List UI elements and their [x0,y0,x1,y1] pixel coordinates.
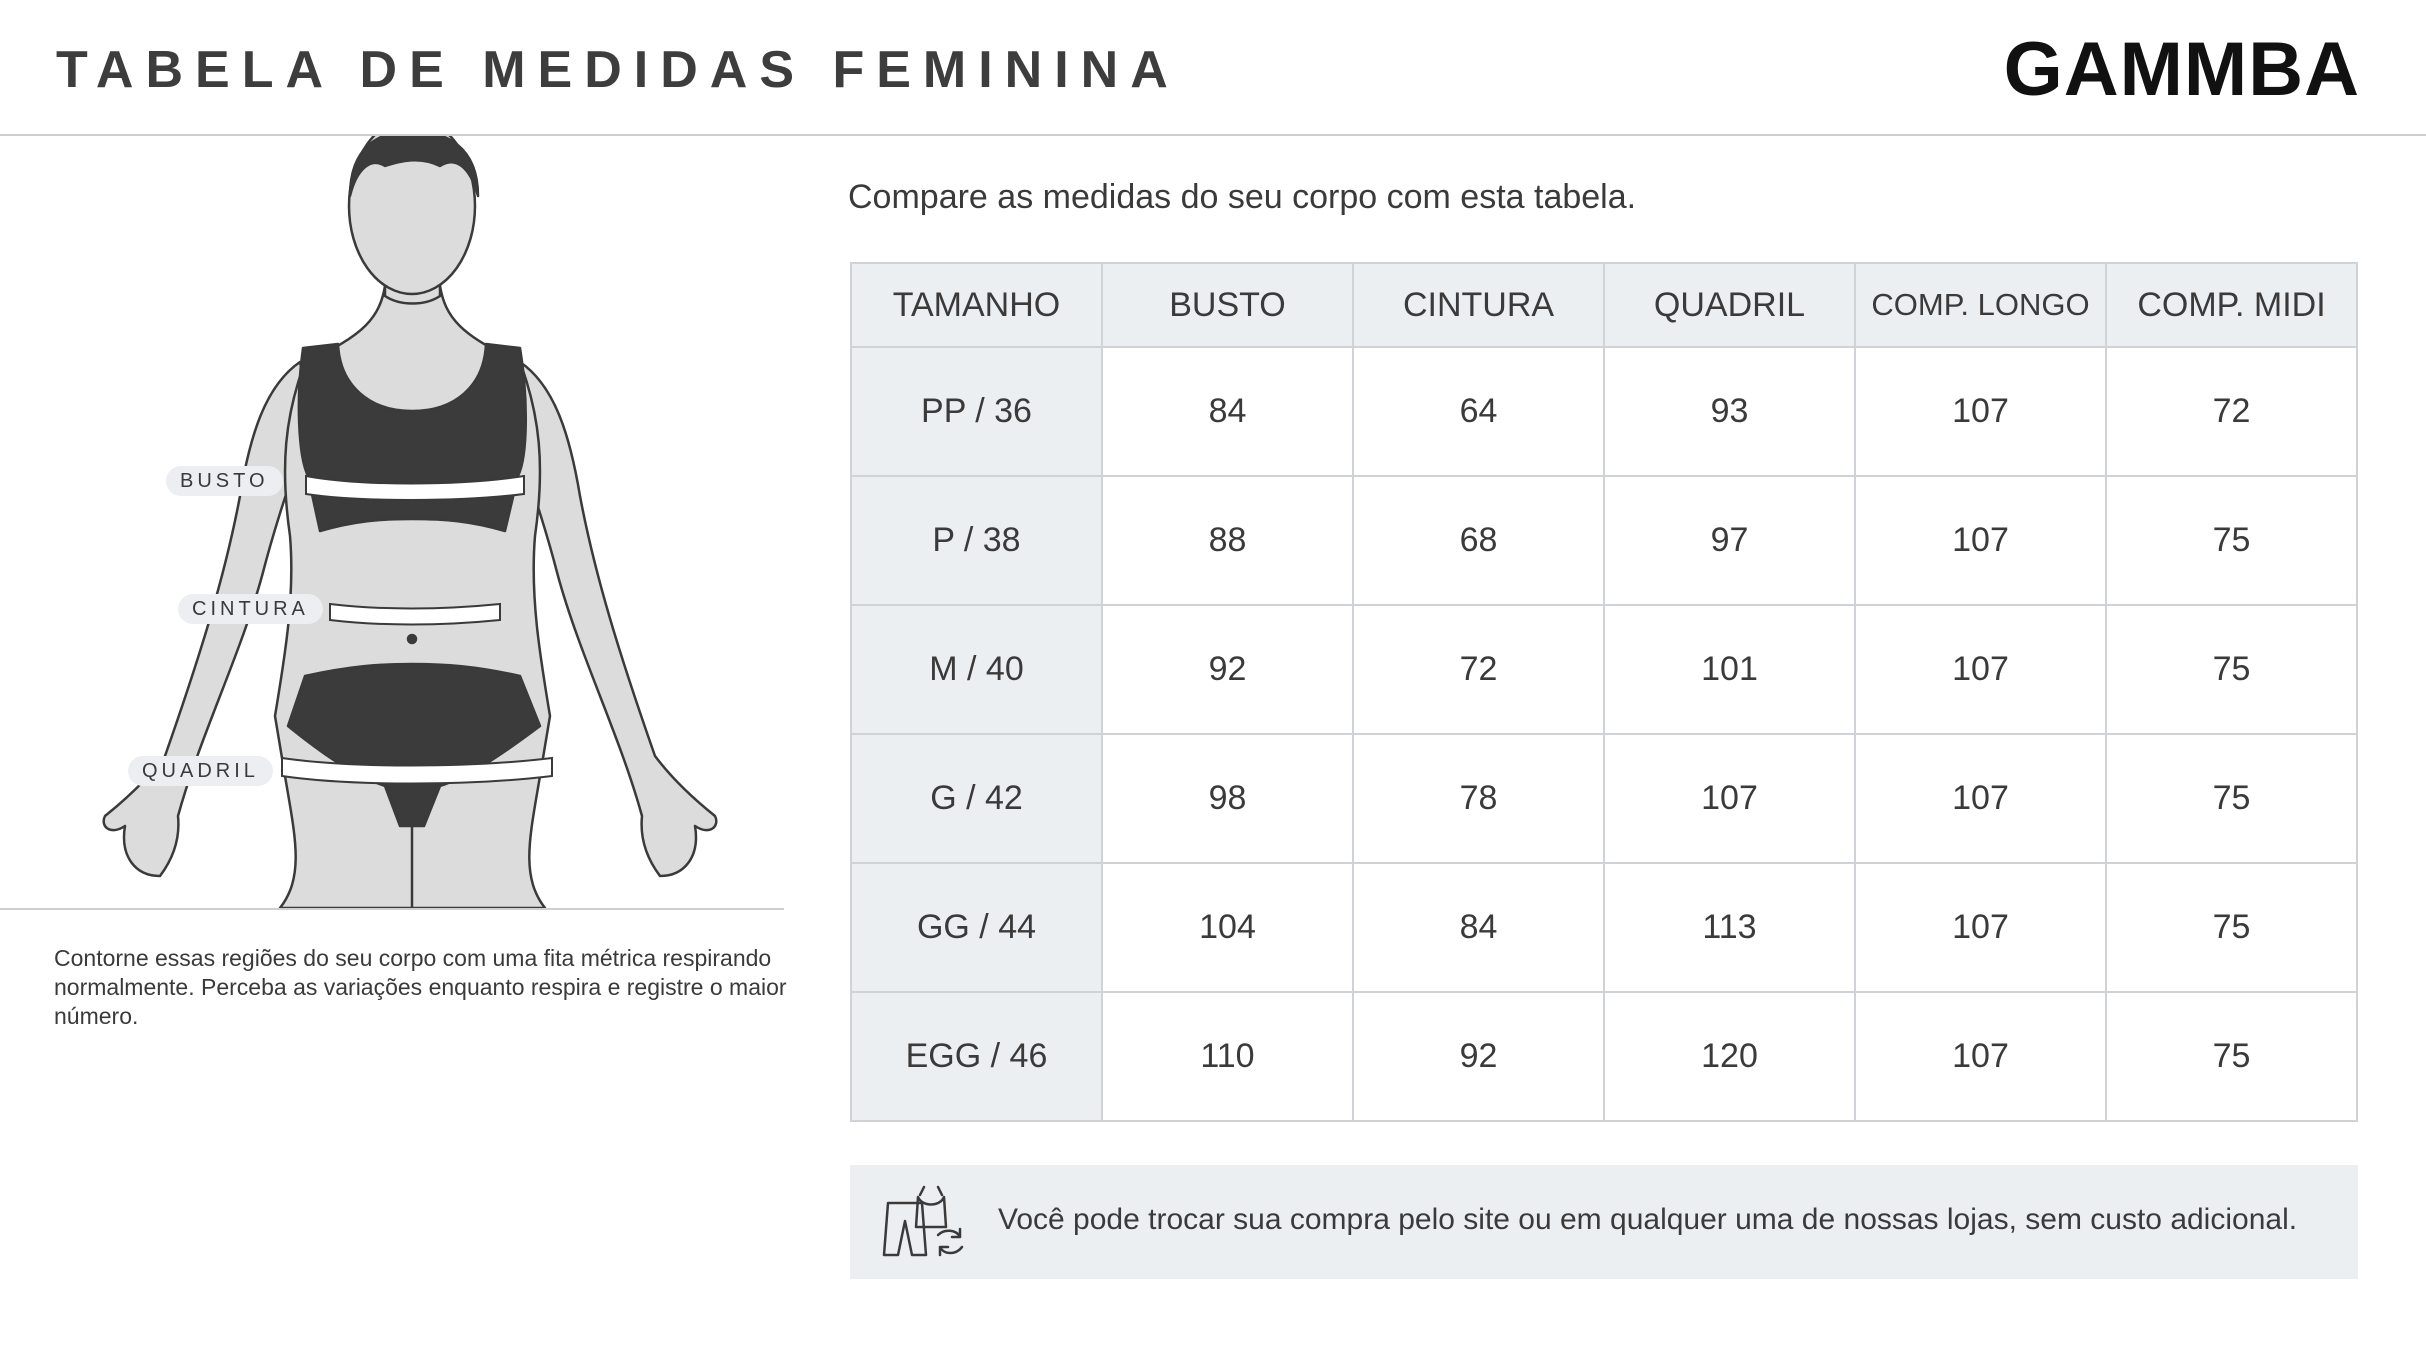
long-length-cell: 107 [1855,347,2106,476]
hip-cell: 107 [1604,734,1855,863]
midi-length-cell: 75 [2106,992,2357,1121]
table-row [851,734,2357,863]
column-header-hip: QUADRIL [1604,263,1855,347]
bust-cell: 84 [1102,347,1353,476]
midi-length-cell: 75 [2106,863,2357,992]
hip-label: QUADRIL [128,756,273,786]
size-cell: M / 40 [851,605,1102,734]
table-row [851,863,2357,992]
bust-cell: 104 [1102,863,1353,992]
table-intro: Compare as medidas do seu corpo com esta tabela. [848,178,1637,216]
waist-cell: 68 [1353,476,1604,605]
long-length-cell: 107 [1855,734,2106,863]
column-header-long-length: COMP. LONGO [1855,263,2106,347]
hip-cell: 93 [1604,347,1855,476]
waist-cell: 92 [1353,992,1604,1121]
waist-cell: 84 [1353,863,1604,992]
size-cell: P / 38 [851,476,1102,605]
column-header-midi-length: COMP. MIDI [2106,263,2357,347]
bust-cell: 88 [1102,476,1353,605]
size-cell: EGG / 46 [851,992,1102,1121]
bust-cell: 92 [1102,605,1353,734]
bust-label: BUSTO [166,466,283,496]
page-title: TABELA DE MEDIDAS FEMININA [56,41,1180,99]
measurement-instructions: Contorne essas regiões do seu corpo com uma fita métrica respirando normalmente. Perceba as variações enquanto respira e registre o maior número. [54,945,787,1029]
bust-cell: 98 [1102,734,1353,863]
column-header-bust: BUSTO [1102,263,1353,347]
midi-length-cell: 75 [2106,605,2357,734]
size-table [850,262,2358,1122]
waist-cell: 78 [1353,734,1604,863]
long-length-cell: 107 [1855,476,2106,605]
size-cell: PP / 36 [851,347,1102,476]
figure-divider [0,908,784,910]
long-length-cell: 107 [1855,992,2106,1121]
bust-cell: 110 [1102,992,1353,1121]
long-length-cell: 107 [1855,605,2106,734]
table-row [851,476,2357,605]
page-header [0,0,2426,136]
exchange-notice [850,1165,2358,1279]
midi-length-cell: 75 [2106,734,2357,863]
hip-cell: 97 [1604,476,1855,605]
table-row [851,992,2357,1121]
waist-cell: 72 [1353,605,1604,734]
hip-cell: 113 [1604,863,1855,992]
midi-length-cell: 75 [2106,476,2357,605]
column-header-size: TAMANHO [851,263,1102,347]
hip-cell: 101 [1604,605,1855,734]
brand-logo: GAMMBA [2003,27,2360,112]
female-body-illustration [0,136,784,908]
table-row [851,347,2357,476]
waist-cell: 64 [1353,347,1604,476]
waist-label: CINTURA [178,594,323,624]
midi-length-cell: 72 [2106,347,2357,476]
long-length-cell: 107 [1855,863,2106,992]
size-cell: GG / 44 [851,863,1102,992]
table-header-row [851,263,2357,347]
size-cell: G / 42 [851,734,1102,863]
body-measurement-figure [0,136,784,908]
column-header-waist: CINTURA [1353,263,1604,347]
table-row [851,605,2357,734]
exchange-notice-text: Você pode trocar sua compra pelo site ou em qualquer uma de nossas lojas, sem custo adicional. [998,1203,2298,1236]
clothes-exchange-icon [882,1185,970,1261]
hip-cell: 120 [1604,992,1855,1121]
